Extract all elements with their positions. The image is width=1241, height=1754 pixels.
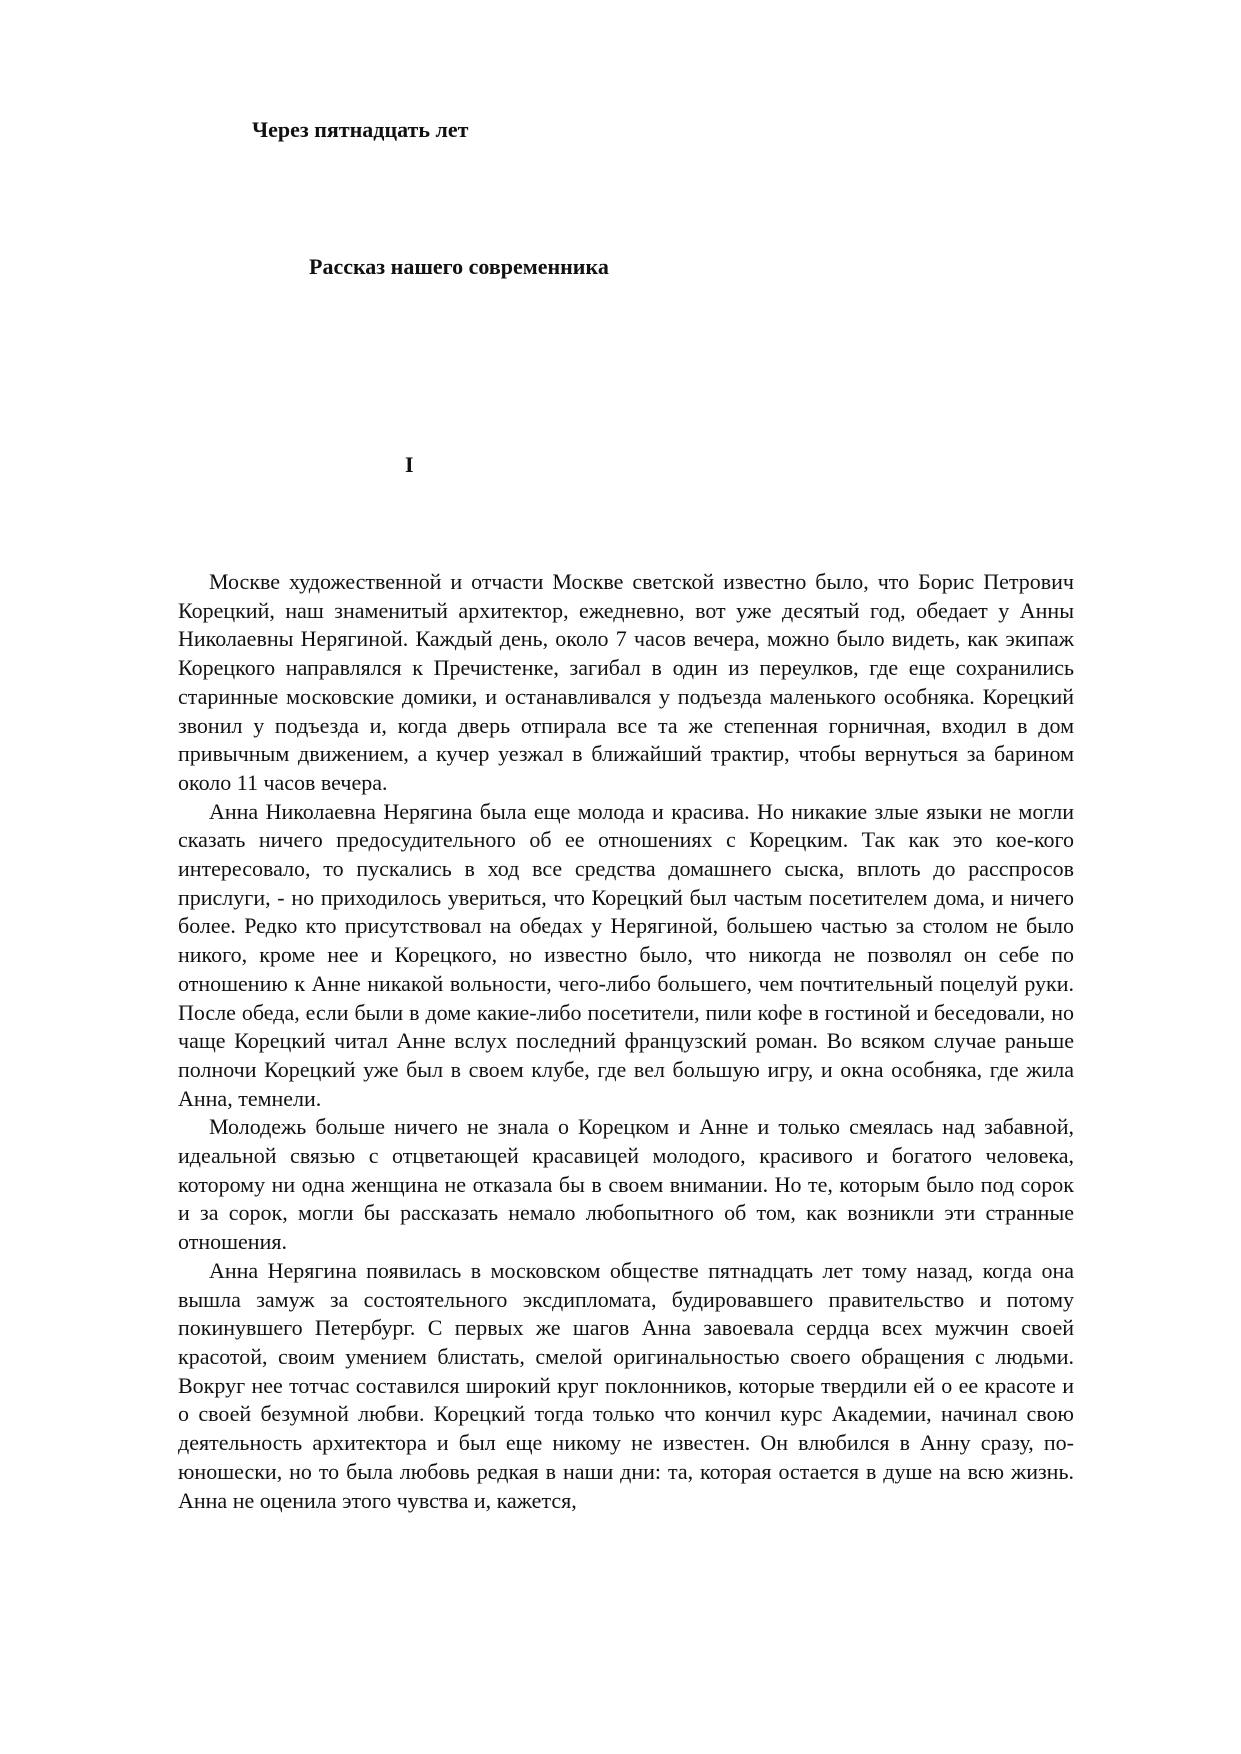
paragraph: Анна Нерягина появилась в московском обществе пятнадцать лет тому назад, когда она вышла замуж за состоятельного эксдипломата, будировавшего правительство и потому покинувшего Петербург. С первых же шагов Анна завоевала сердца всех мужчин своей красотой, своим умением блистать, смелой оригинальностью своего обращения с людьми. Вокруг нее тотчас составился широкий круг поклонников, которые твердили ей о ее красоте и о своей безумной любви. Корецкий тогда только что кончил курс Академии, начинал свою деятельность архитектора и был еще никому не известен. Он влюбился в Анну сразу, по-юношески, но то была любовь редкая в наши дни: та, которая остается в душе на всю жизнь. Анна не оценила этого чувства и, кажется, [178, 1257, 1074, 1513]
story-title: Через пятнадцать лет [252, 117, 469, 142]
paragraph: Анна Николаевна Нерягина была еще молода и красива. Но никакие злые языки не могли сказать ничего предосудительного об ее отношениях с Корецким. Так как это кое-кого интересовало, то пускались в ход все средства домашнего сыска, вплоть до расспросов прислуги, - но приходилось увериться, что Корецкий был частым посетителем дома, и ничего более. Редко кто присутствовал на обедах у Нерягиной, большею частью за столом не было никого, кроме нее и Корецкого, но известно было, что никогда не позволял он себе по отношению к Анне никакой вольности, чего-либо большего, чем почтительный поцелуй руки. После обеда, если были в доме какие-либо посетители, пили кофе в гостиной и беседовали, но чаще Корецкий читал Анне вслух последний французский роман. Во всяком случае раньше полночи Корецкий уже был в своем клубе, где вел большую игру, и окна особняка, где жила Анна, темнели. [178, 798, 1074, 1111]
paragraph: Молодежь больше ничего не знала о Корецком и Анне и только смеялась над забавной, идеальной связью с отцветающей красавицей молодого, красивого и богатого человека, которому ни одна женщина не отказала бы в своем внимании. Но те, которым было под сорок и за сорок, могли бы рассказать немало любопытного об том, как возникли эти странные отношения. [178, 1114, 1074, 1255]
story-subtitle: Рассказ нашего современника [309, 254, 609, 279]
chapter-number: I [405, 452, 414, 477]
paragraph: Москве художественной и отчасти Москве светской известно было, что Борис Петрович Корецкий, наш знаменитый архитектор, ежедневно, вот уже десятый год, обедает у Анны Николаевны Нерягиной. Каждый день, около 7 часов вечера, можно было видеть, как экипаж Корецкого направлялся к Пречистенке, загибал в один из переулков, где еще сохранились старинные московские домики, и останавливался у подъезда маленького особняка. Корецкий звонил у подъезда и, когда дверь отпирала все та же степенная горничная, входил в дом привычным движением, а кучер уезжал в ближайший трактир, чтобы вернуться за барином около 11 часов вечера. [178, 569, 1074, 795]
story-body [178, 568, 1074, 1515]
